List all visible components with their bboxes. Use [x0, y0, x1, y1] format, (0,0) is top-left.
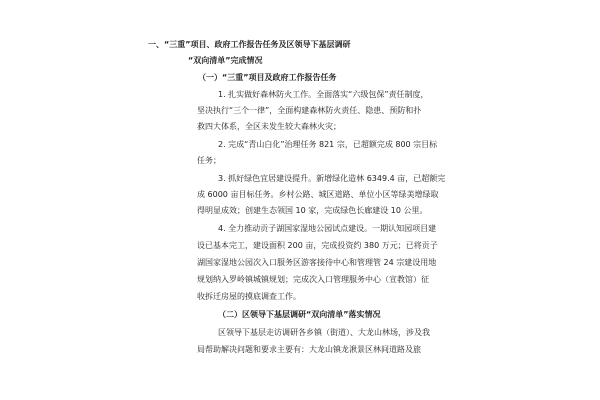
paragraph-4-line-2: 设已基本完工，建设面积 200 亩，完成投资约 380 万元；已将贡子 — [197, 241, 438, 250]
document-heading: 一、“三重”项目、政府工作报告任务及区领导下基层调研 — [148, 40, 351, 49]
section-2-title: （二）区领导下基层调研“双向清单”落实情况 — [218, 310, 381, 319]
paragraph-1-line-1: 1. 扎实做好森林防火工作。全面落实“六级包保”责任制度， — [218, 90, 429, 99]
paragraph-4-line-5: 收拆迁房屋的摸底调查工作。 — [197, 292, 301, 301]
section-1-title: （一）“三重”项目及政府工作报告任务 — [198, 73, 337, 82]
paragraph-5-line-1: 区领导下基层走访调研各乡镇（街道）、大龙山林场，涉及我 — [218, 328, 430, 337]
paragraph-5-line-2: 局帮助解决问题和要求主要有：大龙山镇龙湫景区林间道路及旅 — [197, 345, 421, 354]
paragraph-1-line-2: 坚决执行“三个一律”，全面构建森林防火责任、隐患、预防和扑 — [197, 106, 422, 115]
paragraph-4-line-4: 规划纳入罗岭镇城镇规划；完成次入口管理服务中心（宣教馆）征 — [197, 275, 429, 284]
paragraph-4-line-1: 4. 全力推动贡子湖国家湿地公园试点建设。一期认知园项目建 — [218, 224, 437, 233]
paragraph-2-line-1: 2. 完成“青山白化”治理任务 821 宗，已超额完成 800 宗目标 — [218, 140, 438, 149]
paragraph-4-line-3: 湖国家湿地公园次入口服务区游客接待中心和管理管 24 宗建设用地 — [197, 258, 437, 267]
document-heading-continued: “双向清单”完成情况 — [188, 56, 263, 65]
paragraph-3-line-2: 成 6000 亩目标任务。乡村公路、城区道路、单位小区等绿美增绿取 — [197, 190, 439, 199]
paragraph-2-line-2: 任务； — [197, 156, 221, 165]
paragraph-3-line-1: 3. 抓好绿色宜居建设提升。新增绿化造林 6349.4 亩，已超额完 — [218, 174, 446, 183]
paragraph-3-line-3: 得明显成效；创建生态领国 10 家，完成绿色长廊建设 10 公里。 — [197, 206, 428, 215]
paragraph-1-line-3: 救四大体系，全区未发生较大森林火灾； — [197, 122, 341, 131]
